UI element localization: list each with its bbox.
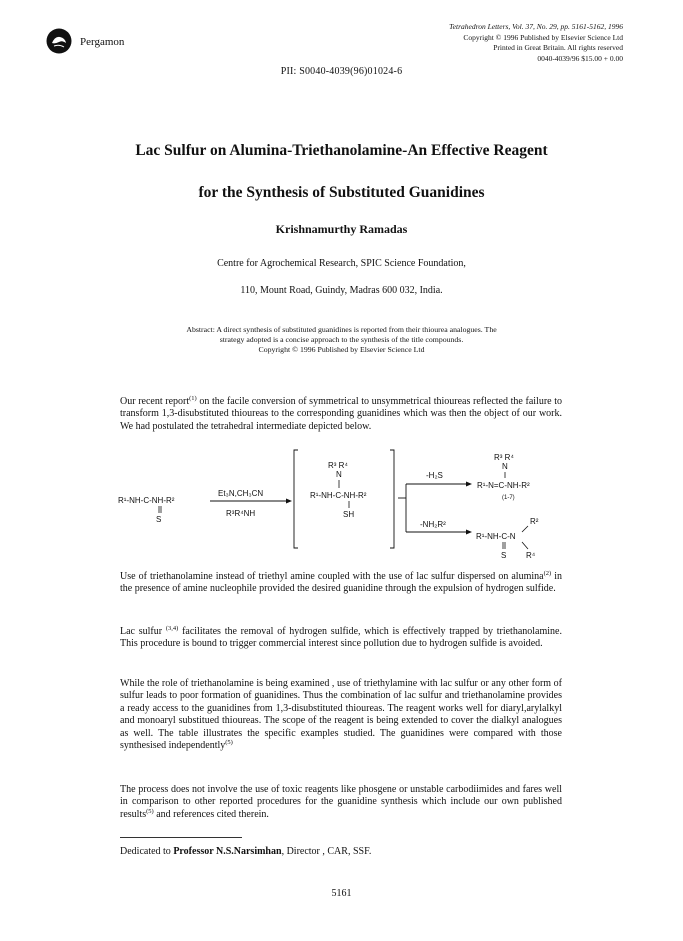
scheme-reagent-top: Et₃N,CH₃CN bbox=[218, 489, 264, 498]
scheme-intermediate-top: R³ R⁴ bbox=[328, 461, 348, 470]
paper-title-line-1: Lac Sulfur on Alumina-Triethanolamine-An Effective Reagent bbox=[135, 142, 548, 159]
author-name: Krishnamurthy Ramadas bbox=[275, 222, 408, 236]
publisher-name: Pergamon bbox=[80, 36, 125, 48]
paragraph-5-text-b: and references cited therein. bbox=[153, 808, 269, 820]
page-number: 5161 bbox=[331, 888, 352, 899]
affiliation-line-1: Centre for Agrochemical Research, SPIC Science Foundation, bbox=[217, 258, 466, 269]
scheme-product-1-top: R³ R⁴ bbox=[494, 453, 514, 462]
reaction-scheme bbox=[110, 446, 570, 562]
journal-info bbox=[449, 22, 623, 64]
citation-ref: (2) bbox=[543, 570, 552, 577]
abstract bbox=[130, 325, 553, 355]
scheme-product-2-r4: R⁴ bbox=[526, 551, 536, 560]
scheme-reagent-bottom: R³R⁴NH bbox=[226, 509, 256, 518]
dedication-footnote bbox=[120, 846, 371, 857]
paragraph-1-text-a: Our recent report bbox=[120, 396, 190, 407]
abstract-line-2: strategy adopted is a concise approach to the synthesis of the title compounds. bbox=[219, 335, 464, 344]
paragraph-5 bbox=[120, 784, 562, 821]
printed-line: Printed in Great Britain. All rights reserved bbox=[493, 43, 623, 52]
paragraph-1-text-b: on the facile conversion of symmetrical to unsymmetrical thioureas reflected the failure to transform 1,3-disubstituted thioureas to the corresponding guanidines which was then the object of our work. We had postulated the tetrahedral intermediate depicted below. bbox=[120, 396, 562, 432]
pergamon-logo-icon bbox=[46, 28, 72, 54]
paragraph-4-text: While the role of triethanolamine is being examined , use of triethylamine with lac sulfur or any other form of sulfur leads to poor formation of guanidines. Thus the combination of lac sulfur and triethanolamine provides a ready access to the guanidines from 1,3-disubstituted thioureas. The reagent works well for diaryl,arylalkyl and monoaryl substitued thioureas. The scope of the reagent is being extended to cover the dialkyl analogues as well. The table illustrates the specific examples studied. The guanidines were compared with those synthesised independently bbox=[120, 678, 562, 752]
paragraph-2-text-b: in the presence of amine nucleophile provided the desired guanidine through the expulsion of hydrogen sulfide. bbox=[120, 571, 562, 595]
paragraph-2 bbox=[120, 571, 562, 596]
citation-ref: (5) bbox=[225, 739, 233, 747]
paragraph-3-text-b: facilitates the removal of hydrogen sulfide, which is effectively trapped by triethanolamine. This procedure is bound to trigger commercial interest since pollution due to hydrogen sulfide is avoided. bbox=[120, 626, 562, 650]
dedication-prefix: Dedicated to bbox=[120, 846, 174, 857]
scheme-product-2: R¹-NH-C-N bbox=[476, 532, 516, 541]
paragraph-5-text-a: The process does not involve the use of toxic reagents like phosgene or unstable carbodiimides and fares well in comparison to other reported procedures for the guanidine synthesis which include our own published results bbox=[120, 784, 562, 820]
scheme-intermediate: R¹-NH-C-NH-R² bbox=[310, 491, 367, 500]
paper-title-line-2: for the Synthesis of Substituted Guanidines bbox=[198, 184, 485, 201]
affiliation-line-2: 110, Mount Road, Guindy, Madras 600 032, India. bbox=[240, 285, 443, 296]
citation-ref: (5) bbox=[146, 807, 154, 815]
journal-citation: Tetrahedron Letters, Vol. 37, No. 29, pp. 5161-5162, 1996 bbox=[449, 22, 623, 31]
paragraph-2-text-a: Use of triethanolamine instead of triethyl amine coupled with the use of lac sulfur dispersed on alumina bbox=[120, 571, 544, 582]
scheme-product-2-r2: R² bbox=[530, 517, 539, 526]
paragraph-3-text-a: Lac sulfur bbox=[120, 626, 166, 637]
paragraph-1 bbox=[120, 396, 562, 433]
footnote-rule bbox=[120, 837, 242, 838]
price-line: 0040-4039/96 $15.00 + 0.00 bbox=[537, 53, 623, 63]
scheme-reactant: R¹-NH-C-NH-R² bbox=[118, 496, 175, 505]
scheme-arrow-amine-label: -NH₂R² bbox=[420, 520, 446, 529]
paragraph-4 bbox=[120, 678, 562, 752]
abstract-copyright: Copyright © 1996 Published by Elsevier Science Ltd bbox=[258, 345, 425, 354]
paragraph-3 bbox=[120, 626, 562, 651]
scheme-arrow-h2s-label: -H₂S bbox=[426, 471, 443, 480]
dedication-suffix: , Director , CAR, SSF. bbox=[281, 846, 372, 857]
citation-ref: (1) bbox=[189, 395, 197, 402]
scheme-product-1-range: (1-7) bbox=[502, 495, 515, 501]
scheme-reactant-sulfur: S bbox=[156, 515, 162, 524]
pii: PII: S0040-4039(96)01024-6 bbox=[280, 66, 403, 77]
scheme-product-2-sulfur: S bbox=[501, 551, 507, 560]
scheme-product-1-n: N bbox=[502, 462, 508, 471]
copyright-line: Copyright © 1996 Published by Elsevier Science Ltd bbox=[463, 32, 623, 42]
dedication-name: Professor N.S.Narsimhan bbox=[173, 846, 282, 857]
scheme-product-1: R¹-N=C-NH-R² bbox=[477, 481, 530, 490]
scheme-intermediate-n: N bbox=[336, 470, 342, 479]
abstract-line-1: Abstract: A direct synthesis of substituted guanidines is reported from their thiourea analogues. The bbox=[186, 325, 497, 334]
scheme-intermediate-sh: SH bbox=[343, 510, 355, 519]
citation-ref: (3,4) bbox=[165, 625, 179, 632]
